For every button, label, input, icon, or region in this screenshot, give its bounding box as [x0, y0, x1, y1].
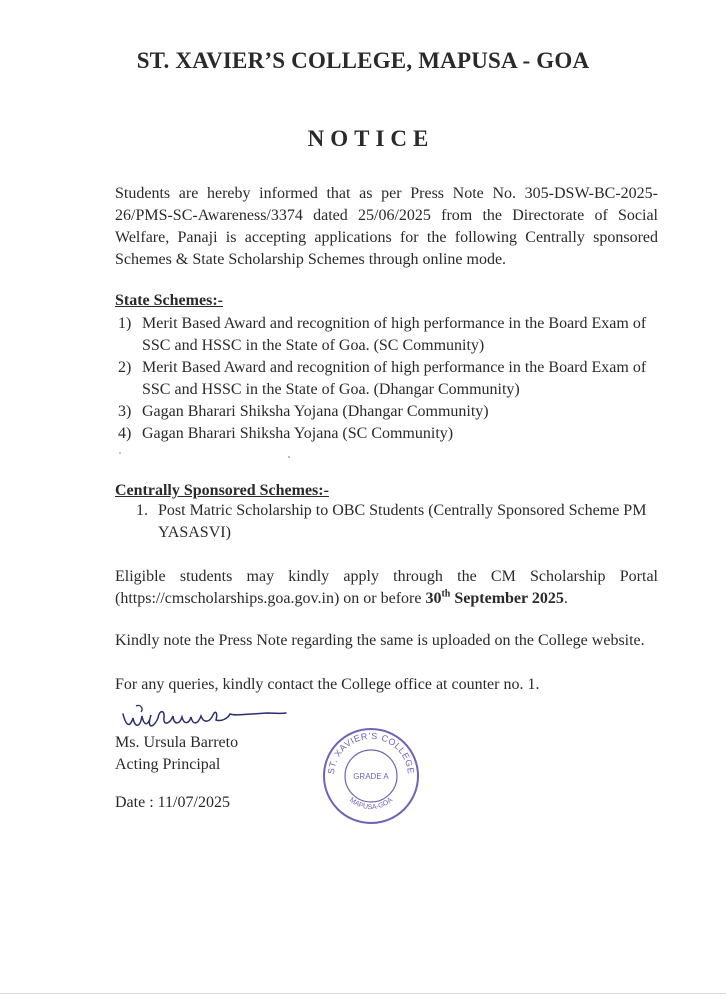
list-item-text: Gagan Bharari Shiksha Yojana (SC Community)	[142, 425, 454, 442]
list-item-text: Merit Based Award and recognition of high performance in the Board Exam of SSC and HSSC in the State of Goa. (SC Community)	[142, 315, 647, 354]
deadline-suffix: th	[441, 588, 451, 600]
signature-flourish	[136, 705, 142, 712]
list-item-text: Gagan Bharari Shiksha Yojana (Dhangar Community)	[142, 403, 489, 420]
eligibility-paragraph	[115, 566, 658, 610]
scan-speck	[119, 452, 121, 454]
signatory-name: Ms. Ursula Barreto	[115, 734, 239, 751]
list-item-text: Merit Based Award and recognition of high performance in the Board Exam of SSC and HSSC in the State of Goa. (Dhangar Community)	[142, 359, 647, 398]
list-item	[115, 423, 660, 445]
list-item	[115, 313, 660, 357]
notice-date: Date : 11/07/2025	[115, 794, 230, 811]
central-schemes-heading: Centrally Sponsored Schemes:-	[115, 482, 329, 499]
intro-paragraph: Students are hereby informed that as per Press Note No. 305-DSW-BC-2025-26/PMS-SC-Awareness/3374 dated 25/06/2025 from the Directorate of Social Welfare, Panaji is accepting applications for the following Centrally sponsored Schemes & State Scholarship Schemes through online mode.	[115, 185, 658, 268]
notice-title: NOTICE	[307, 126, 435, 151]
signature-stroke	[123, 712, 286, 726]
page-bottom-edge	[0, 993, 726, 994]
list-item-number: 1)	[118, 315, 132, 332]
central-schemes-list	[136, 500, 660, 544]
eligibility-end: .	[563, 590, 568, 607]
state-schemes-list	[115, 313, 660, 445]
stamp-inner-text: GRADE A	[353, 772, 389, 781]
deadline-day: 30	[425, 590, 442, 607]
stamp-outer-text: ST. XAVIER’S COLLEGE	[325, 730, 417, 775]
list-item	[136, 500, 660, 544]
list-item-text: Post Matric Scholarship to OBC Students (Centrally Sponsored Scheme PM YASASVI)	[158, 502, 647, 541]
college-name: ST. XAVIER’S COLLEGE, MAPUSA - GOA	[136, 48, 590, 73]
press-note-paragraph: Kindly note the Press Note regarding the same is uploaded on the College website.	[115, 632, 645, 649]
deadline-rest: September 2025	[450, 590, 564, 607]
college-seal-stamp	[320, 725, 422, 827]
list-item-number: 2)	[118, 359, 132, 376]
stamp-bottom-text: MAPUSA-GOA	[347, 796, 395, 812]
eligibility-text: Eligible students may kindly apply through the CM Scholarship Portal (https://cmscholarships.goa.gov.in) on or before	[115, 568, 658, 607]
queries-paragraph: For any queries, kindly contact the College office at counter no. 1.	[115, 676, 540, 693]
list-item-number: 1.	[136, 502, 148, 519]
signatory-designation: Acting Principal	[115, 756, 221, 773]
list-item	[115, 401, 660, 423]
list-item-number: 3)	[118, 403, 132, 420]
list-item	[115, 357, 660, 401]
state-schemes-heading: State Schemes:-	[115, 292, 223, 309]
deadline	[425, 590, 563, 607]
list-item-number: 4)	[118, 425, 132, 442]
scan-speck	[288, 456, 290, 458]
